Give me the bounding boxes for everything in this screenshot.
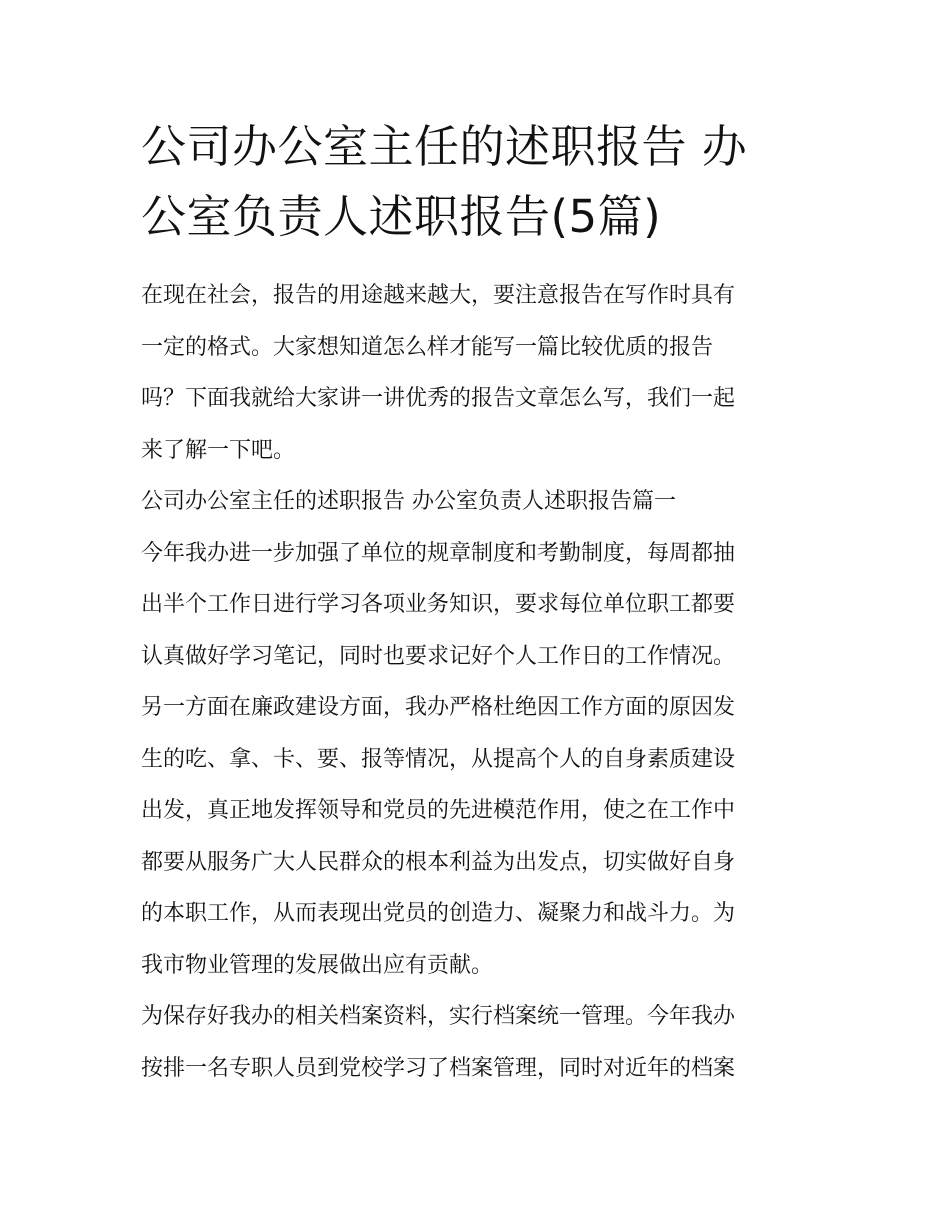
document-content — [141, 112, 821, 1094]
body-line: 我市物业管理的发展做出应有贡献。 — [141, 952, 494, 978]
body-line: 生的吃、拿、卡、要、报等情况，从提高个人的自身素质建设 — [141, 746, 736, 772]
title-line-2: 公室负责人述职报告(5篇) — [141, 190, 662, 243]
body-line: 来了解一下吧。 — [141, 437, 296, 463]
body-line: 的本职工作，从而表现出党员的创造力、凝聚力和战斗力。为 — [141, 901, 736, 926]
document-title — [141, 112, 821, 252]
body-line: 都要从服务广大人民群众的根本利益为出发点，切实做好自身 — [141, 849, 736, 875]
body-line: 出发，真正地发挥领导和党员的先进模范作用，使之在工作中 — [141, 798, 736, 823]
body-line: 认真做好学习笔记，同时也要求记好个人工作日的工作情况。 — [141, 643, 736, 669]
document-body — [141, 270, 821, 1094]
body-line: 在现在社会，报告的用途越来越大，要注意报告在写作时具有 — [141, 283, 736, 308]
body-line: 出半个工作日进行学习各项业务知识，要求每位单位职工都要 — [141, 592, 736, 617]
title-line-1: 公司办公室主任的述职报告 办 — [141, 120, 748, 173]
body-line: 今年我办进一步加强了单位的规章制度和考勤制度，每周都抽 — [141, 540, 736, 566]
body-line: 吗？下面我就给大家讲一讲优秀的报告文章怎么写，我们一起 — [141, 386, 736, 411]
section-heading: 公司办公室主任的述职报告 办公室负责人述职报告篇一 — [141, 489, 676, 514]
body-line: 另一方面在廉政建设方面，我办严格杜绝因工作方面的原因发 — [141, 695, 736, 720]
body-line: 为保存好我办的相关档案资料，实行档案统一管理。今年我办 — [141, 1004, 736, 1029]
body-line: 一定的格式。大家想知道怎么样才能写一篇比较优质的报告 — [141, 334, 714, 360]
body-line: 按排一名专职人员到党校学习了档案管理，同时对近年的档案 — [141, 1055, 736, 1081]
